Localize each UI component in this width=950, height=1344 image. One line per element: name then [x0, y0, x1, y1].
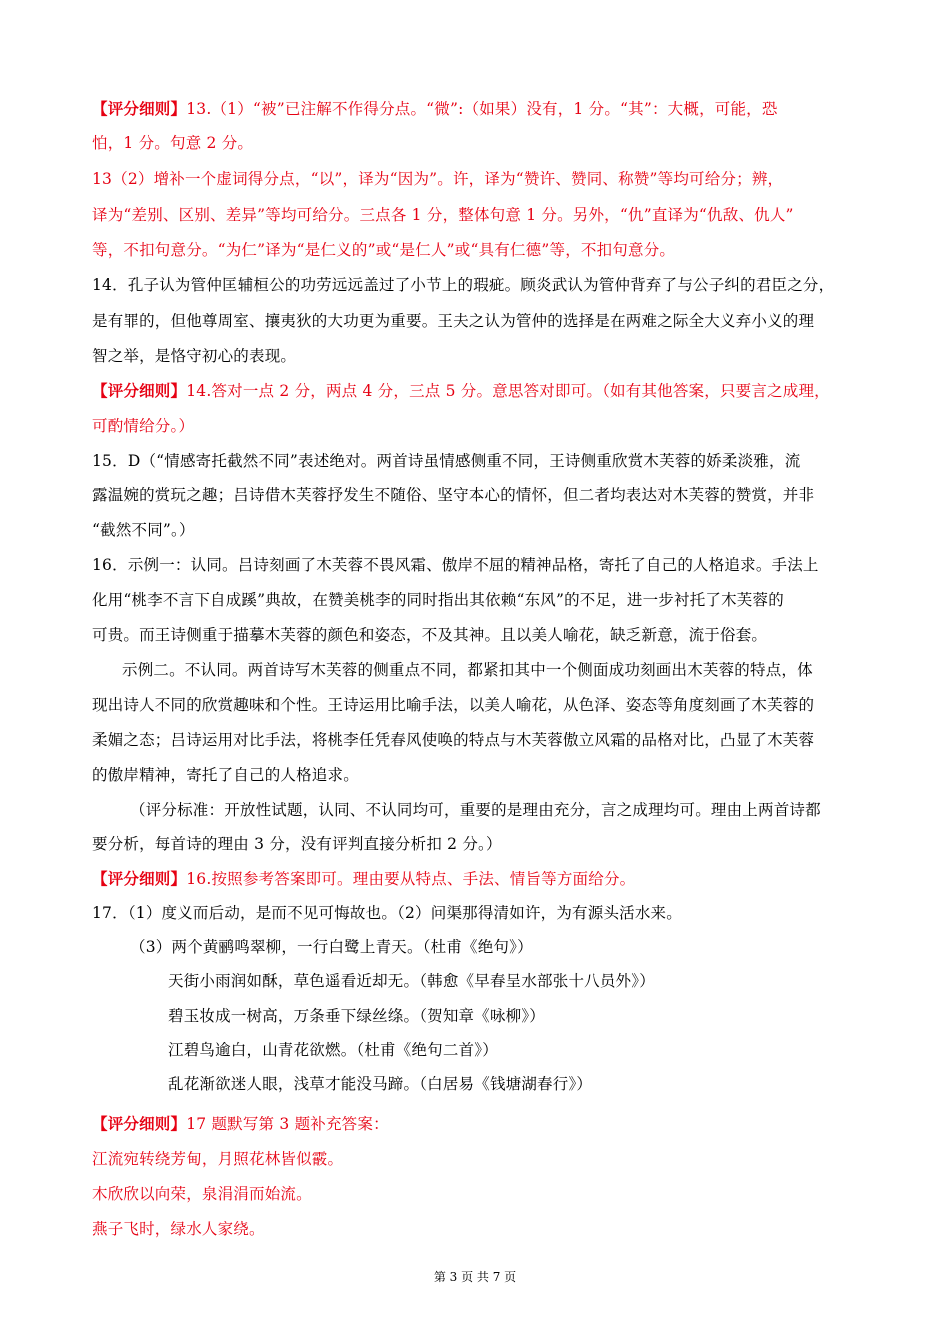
answer-line — [92, 695, 814, 715]
answer-line — [92, 275, 834, 295]
line-text: 江碧鸟逾白，山青花欲燃。（杜甫《绝句二首》） — [168, 1041, 498, 1059]
line-text: 等，不扣句意分。“为仁”译为“是仁义的”或“是仁人”或“具有仁德”等，不扣句意分。 — [92, 241, 676, 259]
answer-line — [92, 730, 814, 750]
scoring-detail-line — [92, 381, 830, 401]
line-text: 江流宛转绕芳甸，月照花林皆似霰。 — [92, 1150, 344, 1168]
page-footer: 第 3 页 共 7 页 — [433, 1270, 517, 1284]
answer-line — [92, 311, 814, 331]
line-text: 15．D（“情感寄托截然不同”表述绝对。两首诗虽情感侧重不同，王诗侧重欣赏木芙蓉的娇柔淡雅，流 — [92, 452, 801, 470]
line-text: 露温婉的赏玩之趣；吕诗借木芙蓉抒发生不随俗、坚守本心的情怀，但二者均表达对木芙蓉的赞赏，并非 — [92, 486, 815, 504]
line-text: 示例二。不认同。两首诗写木芙蓉的侧重点不同，都紧扣其中一个侧面成功刻画出木芙蓉的特点，体 — [122, 661, 813, 679]
line-text: 乱花渐欲迷人眼，浅草才能没马蹄。（白居易《钱塘湖春行》） — [168, 1075, 593, 1093]
line-text: 可酌情给分。） — [92, 417, 195, 435]
line-text: 14.答对一点 2 分，两点 4 分，三点 5 分。意思答对即可。（如有其他答案，只要言之成理， — [186, 382, 830, 400]
answer-line — [168, 1074, 592, 1094]
line-text: 现出诗人不同的欣赏趣味和个性。王诗运用比喻手法，以美人喻花，从色泽、姿态等角度刻画了木芙蓉的 — [92, 696, 815, 714]
scoring-detail-line — [92, 169, 783, 189]
scoring-detail-line — [92, 240, 675, 260]
line-text: 化用“桃李不言下自成蹊”典故，在赞美桃李的同时指出其依赖“东风”的不足，进一步衬托了木芙蓉的 — [92, 591, 784, 609]
scoring-detail-line — [92, 1184, 312, 1204]
answer-line — [92, 903, 682, 923]
line-text: 13（2）增补一个虚词得分点，“以”，译为“因为”。许，译为“赞许、赞同、称赞”等均可给分；辨， — [92, 170, 784, 188]
answer-line — [92, 346, 296, 366]
answer-line — [92, 765, 359, 785]
answer-line — [92, 834, 502, 854]
line-text: 17．（1）度义而后动，是而不见可悔故也。（2）问渠那得清如许，为有源头活水来。 — [92, 904, 682, 922]
scoring-detail-line — [92, 1114, 389, 1134]
scoring-detail-line — [92, 205, 794, 225]
line-text: （评分标准：开放性试题，认同、不认同均可，重要的是理由充分，言之成理均可。理由上两首诗都 — [130, 801, 821, 819]
line-text: 要分析，每首诗的理由 3 分，没有评判直接分析扣 2 分。） — [92, 835, 502, 853]
scoring-detail-line — [92, 99, 778, 119]
answer-line — [92, 555, 819, 575]
line-text: 是有罪的，但他尊周室、攘夷狄的大功更为重要。王夫之认为管仲的选择是在两难之际全大义弃小义的理 — [92, 312, 815, 330]
answer-line — [92, 485, 814, 505]
scoring-detail-tag: 【评分细则】 — [92, 1114, 187, 1133]
line-text: 17 题默写第 3 题补充答案： — [186, 1115, 389, 1133]
scoring-detail-tag: 【评分细则】 — [92, 99, 187, 118]
scoring-detail-line — [92, 133, 253, 153]
line-text: 的傲岸精神，寄托了自己的人格追求。 — [92, 766, 359, 784]
line-text: 14．孔子认为管仲匡辅桓公的功劳远远盖过了小节上的瑕疵。顾炎武认为管仲背弃了与公子纠的君臣之分， — [92, 276, 835, 294]
line-text: 16．示例一：认同。吕诗刻画了木芙蓉不畏风霜、傲岸不屈的精神品格，寄托了自己的人格追求。手法上 — [92, 556, 819, 574]
answer-line — [168, 971, 655, 991]
line-text: 13.（1）“被”已注解不作得分点。“微”:（如果）没有，1 分。“其”：大概，可能，恐 — [186, 100, 778, 118]
line-text: （3）两个黄鹂鸣翠柳，一行白鹭上青天。（杜甫《绝句》） — [130, 938, 533, 956]
scoring-detail-line — [92, 1219, 265, 1239]
line-text: “截然不同”。） — [92, 521, 195, 539]
line-text: 碧玉妆成一树高，万条垂下绿丝绦。（贺知章《咏柳》） — [168, 1007, 546, 1025]
answer-line — [92, 590, 784, 610]
line-text: 可贵。而王诗侧重于描摹木芙蓉的颜色和姿态，不及其神。且以美人喻花，缺乏新意，流于俗套。 — [92, 626, 768, 644]
answer-line — [122, 660, 813, 680]
scoring-detail-line — [92, 869, 635, 889]
line-text: 智之举，是恪守初心的表现。 — [92, 347, 297, 365]
line-text: 怕，1 分。句意 2 分。 — [92, 134, 254, 152]
line-text: 译为“差别、区别、差异”等均可给分。三点各 1 分，整体句意 1 分。另外，“仇”直译为“仇敌、仇人” — [92, 206, 794, 224]
line-text: 柔媚之态；吕诗运用对比手法，将桃李任凭春风使唤的特点与木芙蓉傲立风霜的品格对比，凸显了木芙蓉 — [92, 731, 815, 749]
answer-line — [92, 625, 767, 645]
scoring-detail-line — [92, 1149, 343, 1169]
scoring-detail-line — [92, 416, 194, 436]
answer-line — [168, 1040, 498, 1060]
answer-line — [168, 1006, 545, 1026]
line-text: 16.按照参考答案即可。理由要从特点、手法、情旨等方面给分。 — [186, 870, 636, 888]
line-text: 木欣欣以向荣，泉涓涓而始流。 — [92, 1185, 312, 1203]
answer-line — [92, 520, 195, 540]
answer-line — [130, 800, 821, 820]
scoring-detail-tag: 【评分细则】 — [92, 381, 187, 400]
line-text: 天街小雨润如酥，草色遥看近却无。（韩愈《早春呈水部张十八员外》） — [168, 972, 655, 990]
answer-line — [92, 451, 800, 471]
line-text: 燕子飞时，绿水人家绕。 — [92, 1220, 265, 1238]
scoring-detail-tag: 【评分细则】 — [92, 869, 187, 888]
answer-line — [130, 937, 533, 957]
